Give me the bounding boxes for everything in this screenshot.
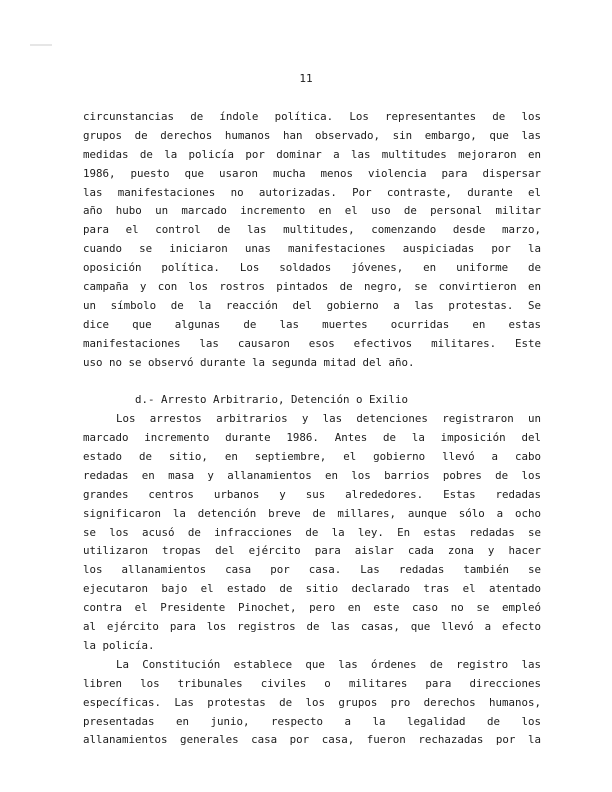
text-line: la policía. [83,638,155,652]
text-line: La Constitución establece que las órdenes de registro las [116,657,541,671]
text-line: grandes centros urbanos y sus alrededores. Estas redadas [83,487,541,501]
text-line: allanamientos generales casa por casa, fueron rechazadas por la [83,733,541,747]
text-line: dice que algunas de las muertes ocurridas en estas [83,317,541,331]
text-line: al ejército para los registros de las casas, que llevó a efecto [83,620,541,634]
text-line: estado de sitio, en septiembre, el gobierno llevó a cabo [83,450,541,464]
scan-artifact [30,44,52,46]
text-line: un símbolo de la reacción del gobierno a las protestas. Se [83,298,541,312]
text-line: utilizaron tropas del ejército para aislar cada zona y hacer [83,544,541,558]
text-line: las manifestaciones no autorizadas. Por contraste, durante el [83,185,541,199]
text-line: oposición política. Los soldados jóvenes, en uniforme de [83,261,541,275]
text-line: uso no se observó durante la segunda mitad del año. [83,355,415,369]
text-line: redadas en masa y allanamientos en los barrios pobres de los [83,468,541,482]
text-line: Los arrestos arbitrarios y las detenciones registraron un [116,412,541,426]
text-line: año hubo un marcado incremento en el uso de personal militar [83,204,541,218]
paragraph-1 [83,108,541,372]
text-line: campaña y con los rostros pintados de negro, se convirtieron en [83,280,541,294]
document-body [83,108,541,750]
text-line: ejecutaron bajo el estado de sitio declarado tras el atentado [83,582,541,596]
text-line: se los acusó de infracciones de la ley. En estas redadas se [83,525,541,539]
paragraph-3 [83,656,541,750]
text-line: libren los tribunales civiles o militares para direcciones [83,676,541,690]
text-line: 1986, puesto que usaron mucha menos violencia para dispersar [83,166,541,180]
text-line: manifestaciones las causaron esos efectivos militares. Este [83,336,541,350]
text-line: específicas. Las protestas de los grupos pro derechos humanos, [83,695,541,709]
text-line: significaron la detención breve de millares, aunque sólo a ocho [83,506,541,520]
text-line: cuando se iniciaron unas manifestaciones auspiciadas por la [83,242,541,256]
text-line: presentadas en junio, respecto a la legalidad de los [83,714,541,728]
text-line: marcado incremento durante 1986. Antes de la imposición del [83,431,541,445]
page-number: 11 [299,72,313,85]
text-line: medidas de la policía por dominar a las multitudes mejoraron en [83,147,541,161]
text-line: grupos de derechos humanos han observado, sin embargo, que las [83,128,541,142]
paragraph-2 [83,410,541,656]
text-line: circunstancias de índole política. Los representantes de los [83,110,541,123]
section-heading: d.- Arresto Arbitrario, Detención o Exilio [135,393,409,407]
paragraph-gap [83,372,541,391]
text-line: para el control de las multitudes, comenzando desde marzo, [83,223,541,237]
text-line: los allanamientos casa por casa. Las redadas también se [83,563,541,577]
text-line: contra el Presidente Pinochet, pero en este caso no se empleó [83,601,541,615]
